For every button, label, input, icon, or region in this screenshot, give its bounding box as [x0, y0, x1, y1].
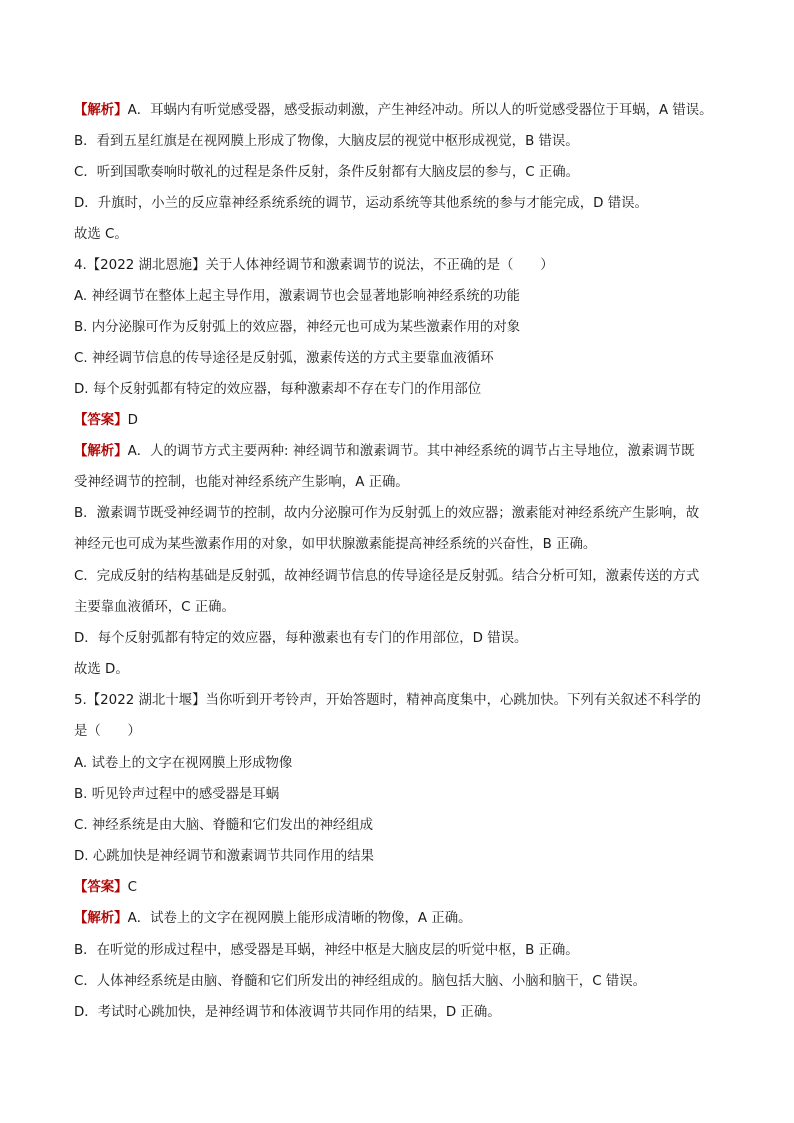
q5-analysis-line-a: 【解析】A．试卷上的文字在视网膜上能形成清晰的物像，A 正确。	[74, 911, 472, 926]
q4-analysis-line-c2: 主要靠血液循环，C 正确。	[74, 600, 235, 615]
q4-analysis-line-a1: 【解析】A．人的调节方式主要两种: 神经调节和激素调节。其中神经系统的调节占主导地位，激素调节既	[74, 444, 695, 459]
q4-analysis-line-d: D．每个反射弧都有特定的效应器，每种激素也有专门的作用部位，D 错误。	[74, 631, 528, 646]
q5-option-a: A. 试卷上的文字在视网膜上形成物像	[74, 756, 293, 771]
q3-analysis-line-d: D．升旗时，小兰的反应靠神经系统系统的调节，运动系统等其他系统的参与才能完成，D 错误。	[74, 196, 648, 211]
analysis-tag: 【解析】	[74, 911, 128, 926]
q5-analysis-line-c: C．人体神经系统是由脑、脊髓和它们所发出的神经组成的。脑包括大脑、小脑和脑干，C 错误。	[74, 974, 646, 989]
q4-option-a: A. 神经调节在整体上起主导作用，激素调节也会显著地影响神经系统的功能	[74, 289, 520, 304]
q4-option-c: C. 神经调节信息的传导途径是反射弧，激素传送的方式主要靠血液循环	[74, 351, 494, 366]
analysis-tag: 【解析】	[74, 103, 128, 118]
q3-analysis-line-a: 【解析】A．耳蜗内有听觉感受器，感受振动刺激，产生神经冲动。所以人的听觉感受器位于耳蜗，A 错误。	[74, 103, 713, 118]
q4-analysis-line-b1: B．激素调节既受神经调节的控制，故内分泌腺可作为反射弧上的效应器；激素能对神经系统产生影响，故	[74, 506, 700, 521]
q3-analysis-line-c: C．听到国歌奏响时敬礼的过程是条件反射，条件反射都有大脑皮层的参与，C 正确。	[74, 165, 580, 180]
q4-conclusion: 故选 D。	[74, 662, 129, 677]
q4-analysis-line-c1: C．完成反射的结构基础是反射弧，故神经调节信息的传导途径是反射弧。结合分析可知，激素传送的方式	[74, 569, 700, 584]
q5-option-b: B. 听见铃声过程中的感受器是耳蜗	[74, 787, 280, 802]
q4-analysis-line-b2: 神经元也可成为某些激素作用的对象，如甲状腺激素能提高神经系统的兴奋性，B 正确。	[74, 537, 597, 552]
q4-option-b: B. 内分泌腺可作为反射弧上的效应器，神经元也可成为某些激素作用的对象	[74, 320, 521, 335]
q5-analysis-line-d: D．考试时心跳加快，是神经调节和体液调节共同作用的结果，D 正确。	[74, 1005, 501, 1020]
q5-option-c: C. 神经系统是由大脑、脊髓和它们发出的神经组成	[74, 818, 374, 833]
q4-stem: 4.【2022 湖北恩施】关于人体神经调节和激素调节的说法，不正确的是（ ）	[74, 258, 554, 273]
q5-option-d: D. 心跳加快是神经调节和激素调节共同作用的结果	[74, 849, 375, 864]
q4-analysis-line-a2: 受神经调节的控制，也能对神经系统产生影响，A 正确。	[74, 475, 409, 490]
q5-answer: 【答案】C	[74, 880, 137, 895]
q3-conclusion: 故选 C。	[74, 227, 128, 242]
answer-tag: 【答案】	[74, 880, 128, 895]
q3-analysis-line-b: B．看到五星红旗是在视网膜上形成了物像，大脑皮层的视觉中枢形成视觉，B 错误。	[74, 134, 579, 149]
q4-answer: 【答案】D	[74, 413, 138, 428]
answer-tag: 【答案】	[74, 413, 128, 428]
analysis-tag: 【解析】	[74, 444, 128, 459]
q5-analysis-line-b: B．在听觉的形成过程中，感受器是耳蜗，神经中枢是大脑皮层的听觉中枢，B 正确。	[74, 943, 579, 958]
q5-stem-line-1: 5.【2022 湖北十堰】当你听到开考铃声，开始答题时，精神高度集中，心跳加快。下列有关叙述不科学的	[74, 693, 701, 708]
q4-option-d: D. 每个反射弧都有特定的效应器，每种激素却不存在专门的作用部位	[74, 382, 482, 397]
q5-stem-line-2: 是（ ）	[74, 724, 141, 739]
